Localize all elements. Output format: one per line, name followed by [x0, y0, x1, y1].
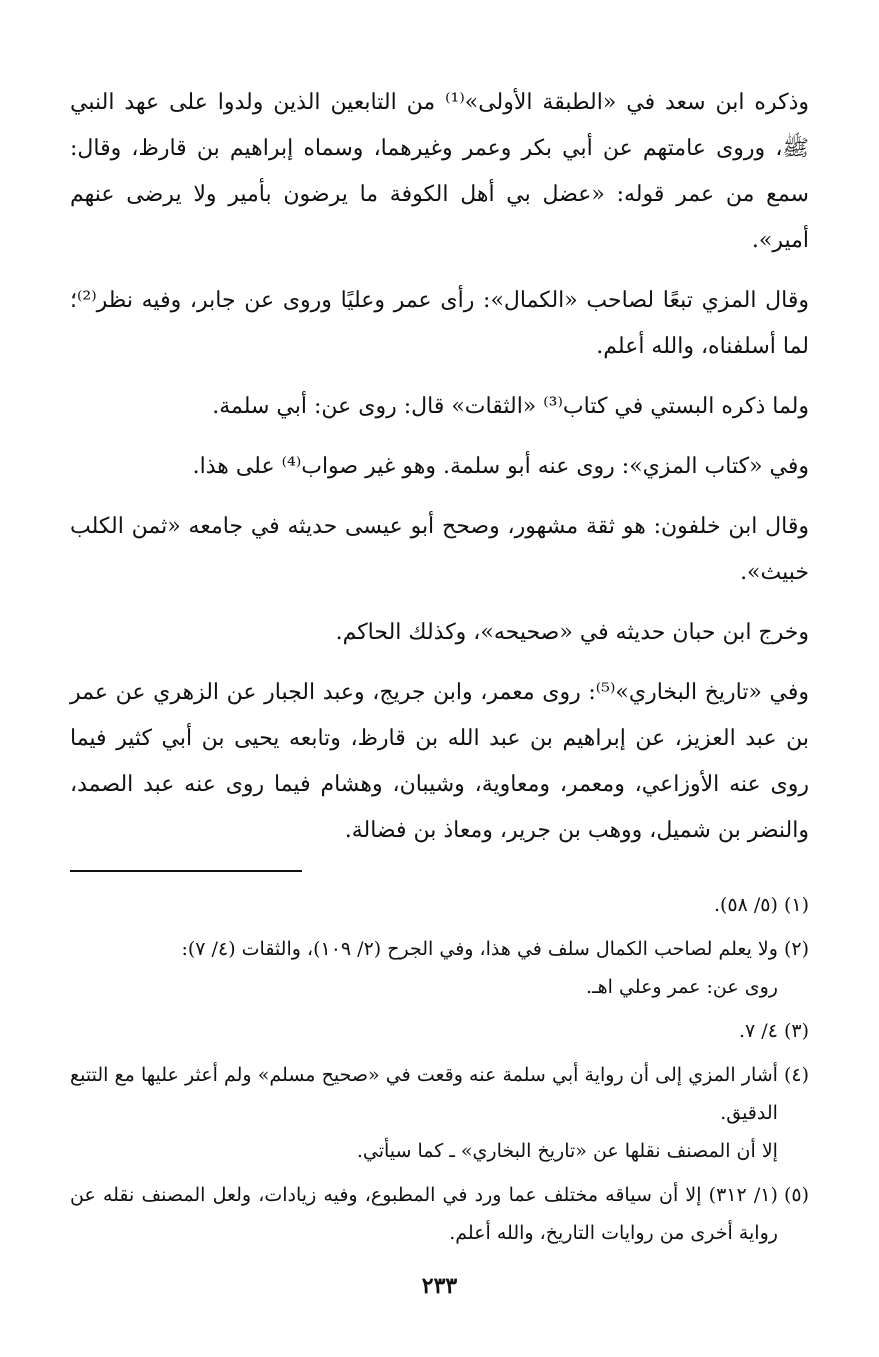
footnote-continuation: إلا أن المصنف نقلها عن «تاريخ البخاري» ـ كما سيأتي. — [356, 1140, 778, 1162]
footnote-line: ٤/ ٧. — [739, 1020, 778, 1042]
footnote-text — [70, 886, 778, 924]
page-number: ٢٣٣ — [421, 1273, 458, 1299]
footnote-number: (٢) — [783, 938, 809, 960]
paragraph: وقال المزي تبعًا لصاحب «الكمال»: رأى عمر وعليًا وروى عن جابر، وفيه نظر⁽²⁾؛ لما أسلفناه، والله أعلم. — [70, 288, 809, 359]
main-text — [70, 80, 809, 854]
paragraph: وخرج ابن حبان حديثه في «صحيحه»، وكذلك الحاكم. — [335, 620, 809, 645]
paragraph: وقال ابن خلفون: هو ثقة مشهور، وصحح أبو عيسى حديثه في جامعه «ثمن الكلب خبيث». — [70, 514, 809, 585]
footnote-line: (٥/ ٥٨). — [713, 894, 778, 916]
footnote-number: (١) — [783, 894, 809, 916]
footnote-line: (١/ ٣١٢) إلا أن سياقه مختلف عما ورد في المطبوع، وفيه زيادات، ولعل المصنف نقله عن رواية أخرى من روايات التاريخ، والله أعلم. — [70, 1184, 778, 1244]
footnote — [70, 1056, 809, 1170]
footnote-text — [70, 930, 778, 1006]
footnote-number: (٤) — [783, 1064, 809, 1086]
footnote-line: ولا يعلم لصاحب الكمال سلف في هذا، وفي الجرح (٢/ ١٠٩)، والثقات (٤/ ٧): — [181, 938, 778, 960]
footnote — [70, 930, 809, 1006]
paragraph: وذكره ابن سعد في «الطبقة الأولى»⁽¹⁾ من التابعين الذين ولدوا على عهد النبي ﷺ، وروى عامتهم عن أبي بكر وعمر وغيرهما، وسماه إبراهيم بن قارظ، وقال: سمع من عمر قوله: «عضل بي أهل الكوفة ما يرضون بأمير ولا يرضى عنهم أمير». — [70, 90, 809, 253]
footnote-divider — [70, 870, 302, 872]
footnote-line: أشار المزي إلى أن رواية أبي سلمة عنه وقعت في «صحيح مسلم» ولم أعثر عليها مع التتبع الدقيق. — [70, 1064, 778, 1124]
footnote — [70, 1012, 809, 1050]
paragraph: وفي «تاريخ البخاري»⁽⁵⁾: روى معمر، وابن جريج، وعبد الجبار عن الزهري عن عمر بن عبد العزيز، عن إبراهيم بن عبد الله بن قارظ، وتابعه يحيى بن أبي كثير فيما روى عنه الأوزاعي، ومعمر، ومعاوية، وشيبان، وهشام فيما روى عنه عبد الصمد، والنضر بن شميل، ووهب بن جرير، ومعاذ بن فضالة. — [70, 680, 809, 843]
footnote-text — [70, 1012, 778, 1050]
footnotes — [70, 886, 809, 1252]
footnote-text — [70, 1056, 778, 1170]
footnote-number: (٥) — [783, 1184, 809, 1206]
footnote-text — [70, 1176, 778, 1252]
footnote-number: (٣) — [783, 1020, 809, 1042]
footnote — [70, 1176, 809, 1252]
footnote-continuation: روى عن: عمر وعلي اهـ. — [586, 976, 778, 998]
paragraph: وفي «كتاب المزي»: روى عنه أبو سلمة. وهو غير صواب⁽⁴⁾ على هذا. — [192, 454, 809, 479]
footnote — [70, 886, 809, 924]
paragraph: ولما ذكره البستي في كتاب⁽³⁾ «الثقات» قال: روى عن: أبي سلمة. — [212, 394, 809, 419]
